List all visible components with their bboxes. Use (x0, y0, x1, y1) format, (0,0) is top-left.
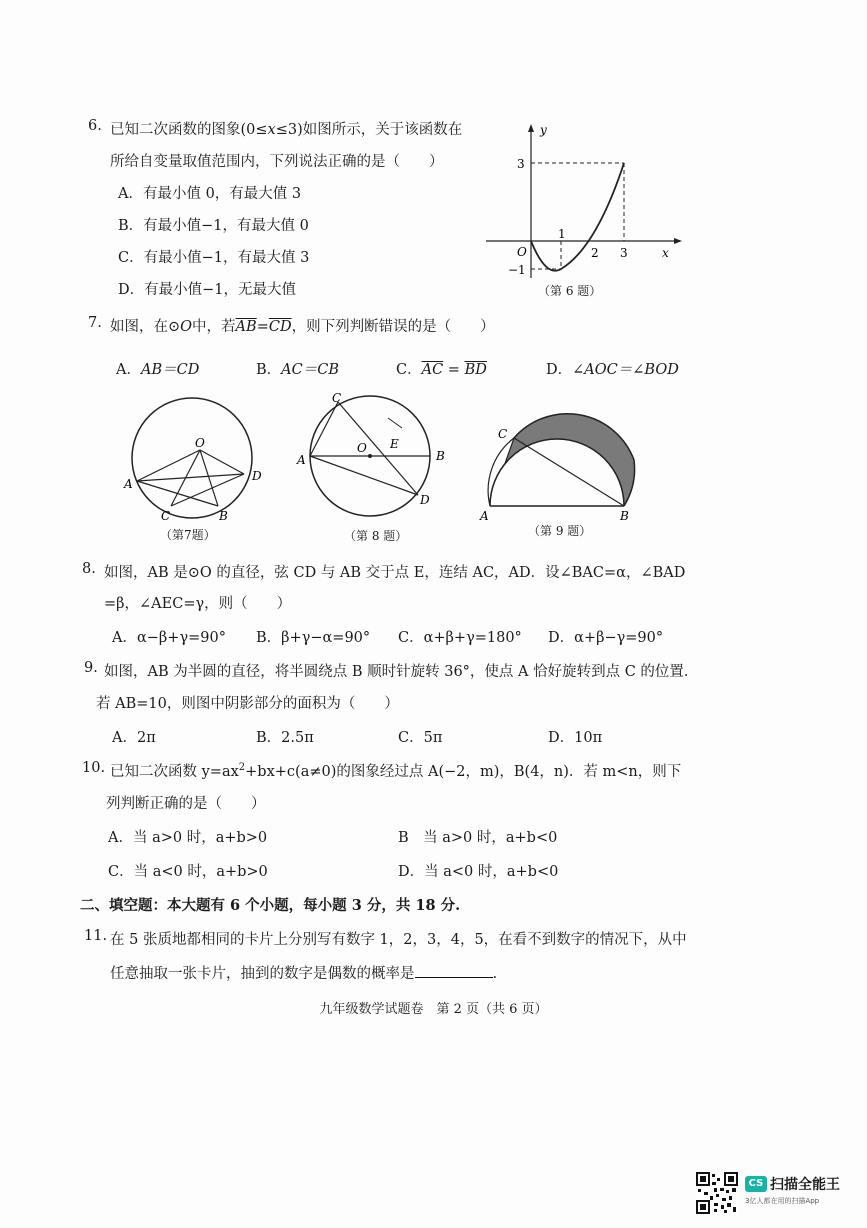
fig8-label-D: D (420, 493, 430, 507)
q10-stem-line1: 已知二次函数 $y=ax^2+bx+c(a\ne 0)$的图象经过点 A(−2，m)，B(4，n)．若 m<n，则下 (110, 762, 682, 780)
fig7-caption: （第7题） (160, 528, 216, 542)
q6-option-a: A．有最小值 0，有最大值 3 (118, 186, 302, 202)
q10-option-c: C．当 a<0 时，a+b>0 (108, 864, 268, 880)
fig8-label-A: A (297, 453, 306, 467)
q7-option-c: C．$\overline{AC} = \overline{BD}$ (396, 362, 487, 378)
fig7-label-B: B (219, 509, 228, 522)
q11-answer-blank[interactable] (415, 963, 493, 978)
q6-stem-line1: 已知二次函数的图象(0≤x≤3)如图所示，关于该函数在 (110, 122, 463, 138)
graph-x3-label: 3 (620, 246, 628, 260)
q7-option-b: B．AC＝CB (256, 362, 339, 378)
q9-option-c: C．5π (398, 730, 443, 746)
parabola-curve (531, 163, 624, 271)
fig8-caption: （第 8 题） (344, 529, 408, 543)
graph-ym1-label: −1 (508, 263, 526, 277)
q9-stem-line1: 如图，AB 为半圆的直径，将半圆绕点 B 顺时针旋转 36°，使点 A 恰好旋转到点 C 的位置． (104, 664, 699, 680)
fig7-circle-diagram (112, 392, 272, 522)
q6-number: 6. (88, 118, 102, 134)
q8-option-b: B．β+γ−α=90° (256, 630, 371, 646)
q9-option-a: A．2π (112, 730, 156, 746)
graph-y3-label: 3 (517, 157, 525, 171)
q6-option-b: B．有最小值−1，有最大值 0 (118, 218, 309, 234)
q9-stem-line2: 若 AB=10，则图中阴影部分的面积为（ ） (96, 696, 399, 712)
q6-option-c: C．有最小值−1，有最大值 3 (118, 250, 310, 266)
q6-option-d: D．有最小值−1，无最大值 (118, 282, 296, 298)
q6-graph (478, 118, 688, 283)
q11-stem-line2: 任意抽取一张卡片，抽到的数字是偶数的概率是 . (110, 962, 497, 983)
q11-stem-line1: 在 5 张质地都相同的卡片上分别写有数字 1，2，3，4，5，在看不到数字的情况下，从中 (110, 932, 687, 948)
fig9-semicircle-diagram (474, 400, 644, 524)
q9-option-b: B．2.5π (256, 730, 314, 746)
section-heading-fill-in: 二、填空题：本大题有 6 个小题，每小题 3 分，共 18 分. (80, 897, 461, 914)
q8-number: 8. (82, 561, 96, 577)
fig8-label-B: B (436, 449, 445, 463)
q6-stem-line2: 所给自变量取值范围内，下列说法正确的是（ ） (110, 154, 444, 170)
graph-y-label: y (540, 123, 547, 137)
fig9-caption: （第 9 题） (528, 524, 592, 538)
fig8-label-E: E (390, 437, 399, 451)
fig9-label-A: A (480, 509, 489, 523)
fig7-label-C: C (161, 509, 171, 522)
watermark-tagline: 3亿人都在用的扫描App (745, 1197, 820, 1205)
q8-stem-line2: =β，∠AEC=γ，则（ ） (104, 596, 292, 612)
q10-option-d: D．当 a<0 时，a+b<0 (398, 864, 559, 880)
q8-option-a: A．α−β+γ=90° (112, 630, 226, 646)
graph-x-label: x (662, 246, 669, 260)
fig8-label-O: O (357, 441, 367, 455)
q9-option-d: D．10π (548, 730, 603, 746)
page-footer: 九年级数学试题卷 第 2 页（共 6 页） (319, 1002, 548, 1017)
q7-option-d: D．∠AOC＝∠BOD (546, 362, 679, 378)
fig8-circle-diagram (292, 388, 457, 528)
q10-number: 10. (82, 760, 106, 776)
fig7-label-O: O (195, 436, 205, 450)
graph-origin-label: O (517, 245, 527, 259)
q6-caption: （第 6 题） (538, 284, 602, 298)
q8-option-c: C．α+β+γ=180° (398, 630, 522, 646)
fig8-label-C: C (332, 391, 342, 405)
fig9-label-C: C (498, 427, 508, 441)
q10-stem-line2: 列判断正确的是（ ） (106, 796, 266, 812)
q10-option-a: A．当 a>0 时，a+b>0 (108, 830, 268, 846)
fig7-label-A: A (124, 477, 133, 491)
fig7-label-D: D (252, 469, 262, 483)
graph-x2-label: 2 (591, 246, 599, 260)
q9-number: 9. (84, 660, 98, 676)
q7-number: 7. (88, 315, 102, 331)
graph-x1-label: 1 (558, 227, 566, 241)
qr-code-icon (696, 1172, 738, 1214)
scanner-watermark (745, 1174, 840, 1205)
q7-option-a: A．AB＝CD (116, 362, 200, 378)
watermark-brand-name: 扫描全能王 (770, 1177, 840, 1193)
q8-option-d: D．α+β−γ=90° (548, 630, 664, 646)
q7-stem: 如图，在⊙O中，若$\overline{AB}=\overline{CD}$，则下列判断错误的是（ ） (110, 319, 495, 335)
fig9-label-B: B (620, 509, 629, 523)
q8-stem-line1: 如图，AB 是⊙O 的直径，弦 CD 与 AB 交于点 E，连结 AC，AD．设∠BAC=α，∠BAD (104, 565, 686, 581)
q10-option-b: B 当 a>0 时，a+b<0 (398, 830, 558, 846)
q11-number: 11. (84, 928, 108, 944)
camscanner-logo-icon: CS (745, 1176, 767, 1192)
